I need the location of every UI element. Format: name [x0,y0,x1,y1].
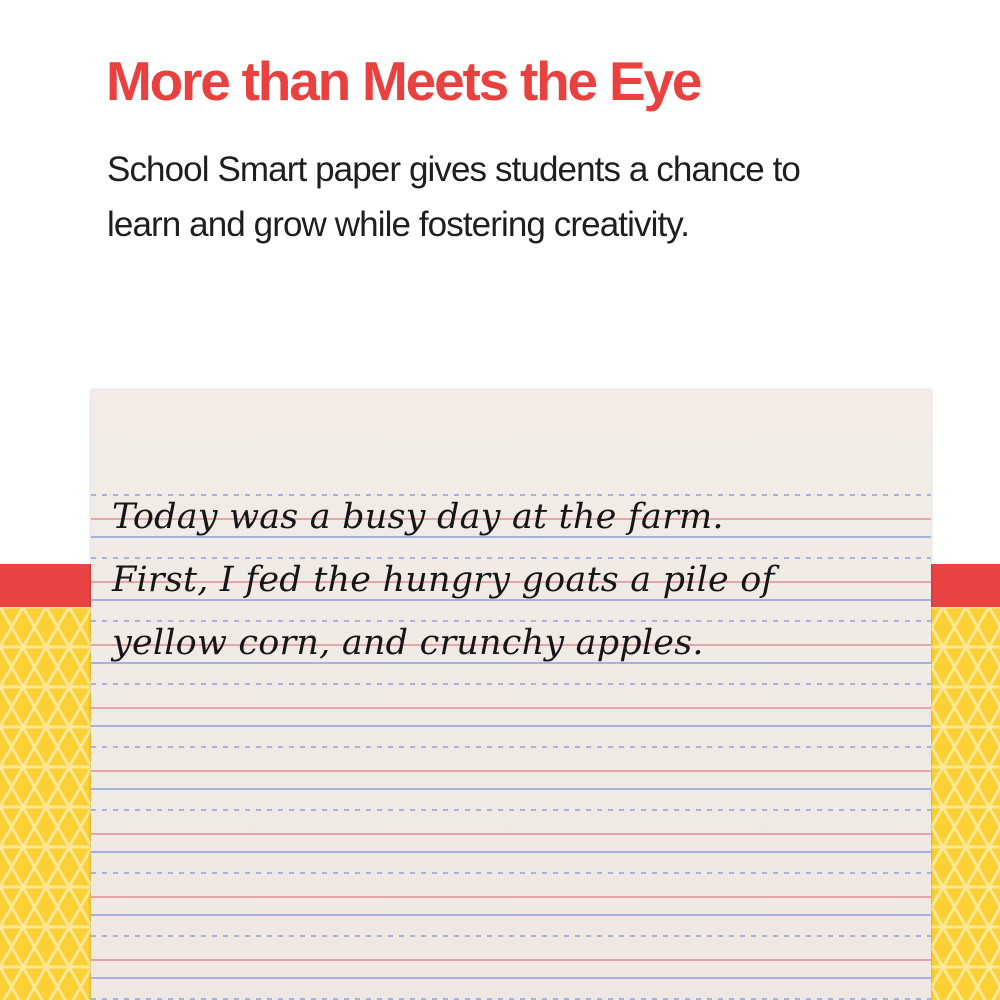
subhead: School Smart paper gives students a chance to learn and grow while fostering creativity. [107,150,800,244]
writing-paper [91,390,931,1000]
handwriting-line: Today was a busy day at the farm. [112,497,724,537]
handwriting-line: yellow corn, and crunchy apples. [112,623,704,663]
handwriting-line: First, I fed the hungry goats a pile of [112,560,775,600]
handwritten-text [112,486,775,675]
paper-rule-lines [91,390,931,1000]
headline: More than Meets the Eye [106,50,701,112]
